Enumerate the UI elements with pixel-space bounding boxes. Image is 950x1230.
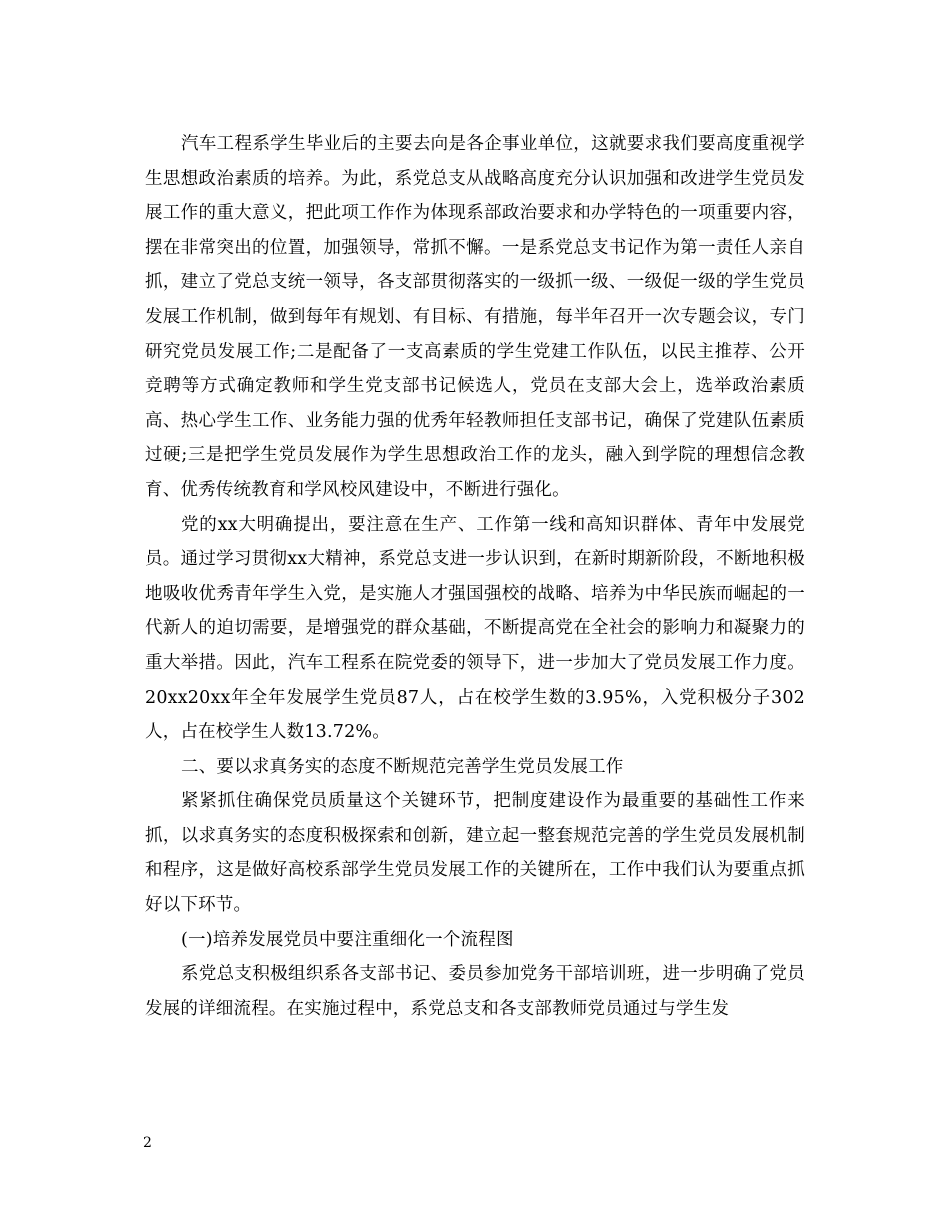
- paragraph-3: 紧紧抓住确保党员质量这个关键环节，把制度建设作为最重要的基础性工作来抓，以求真务实的态度积极探索和创新，建立起一整套规范完善的学生党员发展机制和程序，这是做好高校系部学生党员发展工作的关键所在，工作中我们认为要重点抓好以下环节。: [145, 791, 805, 916]
- paragraph-1: 汽车工程系学生毕业后的主要去向是各企事业单位，这就要求我们要高度重视学生思想政治素质的培养。为此，系党总支从战略高度充分认识加强和改进学生党员发展工作的重大意义，把此项工作作为体现系部政治要求和办学特色的一项重要内容，摆在非常突出的位置，加强领导，常抓不懈。一是系党总支书记作为第一责任人亲自抓，建立了党总支统一领导，各支部贯彻落实的一级抓一级、一级促一级的学生党员发展工作机制，做到每年有规划、有目标、有措施，每半年召开一次专题会议，专门研究党员发展工作;二是配备了一支高素质的学生党建工作队伍，以民主推荐、公开竞聘等方式确定教师和学生党支部书记候选人，党员在支部大会上，选举政治素质高、热心学生工作、业务能力强的优秀年轻教师担任支部书记，确保了党建队伍素质过硬;三是把学生党员发展作为学生思想政治工作的龙头，融入到学院的理想信念教育、优秀传统教育和学风校风建设中，不断进行强化。: [145, 134, 805, 500]
- paragraph-2: 党的xx大明确提出，要注意在生产、工作第一线和高知识群体、青年中发展党员。通过学习贯彻xx大精神，系党总支进一步认识到，在新时期新阶段，不断地积极地吸收优秀青年学生入党，是实施人才强国强校的战略、培养为中华民族而崛起的一代新人的迫切需要，是增强党的群众基础，不断提高党在全社会的影响力和凝聚力的重大举措。因此，汽车工程系在院党委的领导下，进一步加大了党员发展工作力度。20xx20xx年全年发展学生党员87人，占在校学生数的3.95%，入党积极分子302人，占在校学生人数13.72%。: [145, 514, 805, 743]
- paragraph-4: 系党总支积极组织系各支部书记、委员参加党务干部培训班，进一步明确了党员发展的详细流程。在实施过程中，系党总支和各支部教师党员通过与学生发: [145, 964, 805, 1019]
- subsection-heading-1: (一)培养发展党员中要注重细化一个流程图: [181, 929, 514, 950]
- document-body: [145, 127, 805, 1026]
- page-number: 2: [143, 1135, 152, 1151]
- section-heading-2: 二、要以求真务实的态度不断规范完善学生党员发展工作: [181, 756, 624, 777]
